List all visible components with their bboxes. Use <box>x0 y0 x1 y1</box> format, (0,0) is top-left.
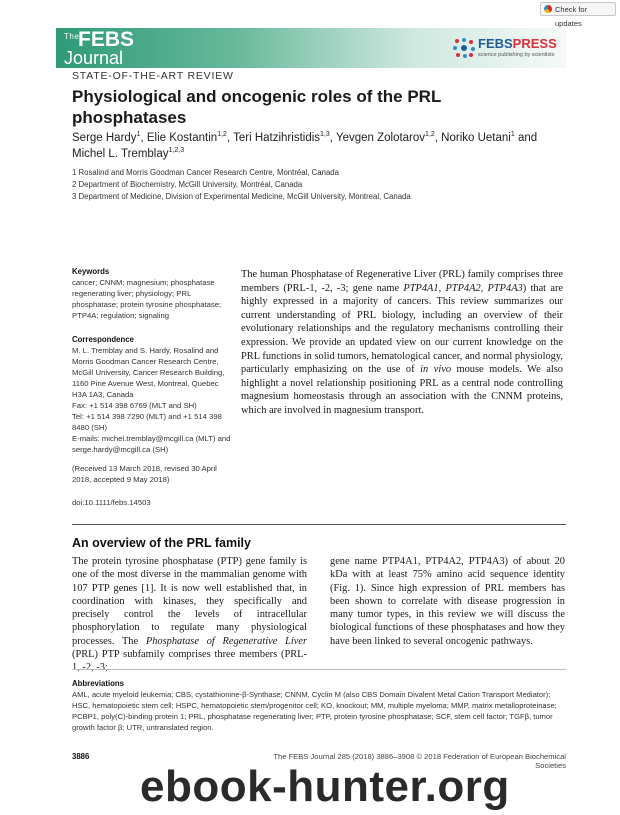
keywords-text: cancer; CNNM; magnesium; phosphatase regenerating liver; physiology; PRL phosphatase; protein tyrosine phosphatase; PTP4A; regulation; signaling <box>72 278 222 320</box>
body-column-left <box>72 555 307 675</box>
abstract-part: The human Phosphatase of Regenerative Liver (PRL) family comprises three members (PRL-1, -2, -3; gene name <box>241 269 563 294</box>
author-name: Serge Hardy <box>72 132 137 144</box>
author-name: Michel L. Tremblay <box>72 148 169 160</box>
body-text: The protein tyrosine phosphatase (PTP) gene family is one of the most diverse in the mammalian genome with 107 PTP genes [1]. It is now well established that, in coordination with kinases, they specifically and precisely control the levels of intracellular phosphorylation to regulate many physiological processes. The <box>72 556 307 647</box>
affiliation-3: 3 Department of Medicine, Division of Experimental Medicine, McGill University, Montreal, Canada <box>72 192 411 201</box>
correspondence-address: M. L. Tremblay and S. Hardy, Rosalind and Morris Goodman Cancer Research Centre, McGill University, Cancer Research Building, 1160 Pine Avenue West, Montreal, Quebec H3A 1A3, Canada <box>72 346 225 399</box>
affiliation-2: 2 Department of Biochemistry, McGill University, Montréal, Canada <box>72 180 303 189</box>
article-title: Physiological and oncogenic roles of the PRL phosphatases <box>72 87 442 127</box>
journal-citation: The FEBS Journal 285 (2018) 3886–3908 © 2018 Federation of European Biochemical Societies <box>273 752 566 770</box>
publisher-tagline: science publishing by scientists <box>478 52 555 58</box>
correspondence-block <box>72 334 232 455</box>
received-dates: (Received 13 March 2018, revised 30 April 2018, accepted 9 May 2018) <box>72 464 217 484</box>
check-for-updates-label: Check for updates <box>555 5 588 28</box>
author-affiliation-ref: 1,2 <box>425 131 435 139</box>
section-heading: An overview of the PRL family <box>72 536 251 550</box>
author-name: Elie Kostantin <box>146 132 218 144</box>
author-affiliation-ref: 1 <box>510 131 515 139</box>
body-column-right: gene name PTP4A1, PTP4A2, PTP4A3) of about 20 kDa with at least 75% amino acid sequence identity (Fig. 1). Since high expression of PRL members has been shown to correlate with disease progression in many tumor types, in this review we will discuss the biological functions of these phosphatases and how they have been linked to several oncogenic pathways. <box>330 556 565 647</box>
author-name: Yevgen Zolotarov <box>335 132 426 144</box>
correspondence-heading: Correspondence <box>72 335 134 344</box>
abstract-part: , <box>438 282 446 294</box>
body-text: (PRL) PTP subfamily comprises three members (PRL-1, -2, -3; <box>72 649 307 674</box>
author-list: Serge Hardy$^1$, Elie Kostantin$^{1,2}$, Teri Hatzihristidis$^{1,3}$, Yevgen Zolotarov$^{1,2}$, Noriko Uetani$^1$ and Michel L. Tremblay$^{1,2,3}$ <box>72 131 538 160</box>
publisher-name <box>478 37 557 51</box>
affiliation-1: 1 Rosalind and Morris Goodman Cancer Research Centre, Montréal, Canada <box>72 168 339 177</box>
author-affiliation-ref: 1,2,3 <box>168 147 185 155</box>
journal-logo-febs: FEBS <box>78 28 135 51</box>
keywords-block <box>72 266 232 321</box>
abbreviations-divider <box>72 669 566 670</box>
check-for-updates-button[interactable] <box>540 2 616 28</box>
author-affiliation-ref: 1,3 <box>320 131 330 139</box>
correspondence-emails: E-mails: michel.tremblay@mcgill.ca (MLT) and serge.hardy@mcgill.ca (SH) <box>72 434 231 454</box>
author-name: Noriko Uetani <box>441 132 511 144</box>
body-italic: Phosphatase of Regenerative Liver <box>145 635 307 647</box>
watermark: ebook-hunter.org <box>140 762 510 811</box>
gene-name: PTP4A3 <box>487 282 523 294</box>
crossmark-icon <box>544 5 552 13</box>
page-number: 3886 <box>72 752 90 761</box>
abstract-part: ) that are highly expressed in a majority of cancers. This review summarizes our current understanding of PRL biology, including an overview of their evolutionary relationships and the regulatory mechanisms controlling their expression. We provide an updated view on our current knowledge on the PRL functions in solid tumors, hematological cancer, and normal physiology, particularly emphasizing on the use of <box>241 282 564 376</box>
gene-name: PTP4A2 <box>445 282 481 294</box>
doi-link[interactable]: doi:10.1111/febs.14503 <box>72 498 151 507</box>
author-name: Teri Hatzihristidis <box>233 132 321 144</box>
keywords-heading: Keywords <box>72 267 110 276</box>
abstract <box>241 268 563 418</box>
abbreviations-heading: Abbreviations <box>72 679 124 688</box>
gene-name: PTP4A1 <box>403 282 439 294</box>
section-divider <box>72 524 566 525</box>
febs-press-logo-icon <box>452 37 476 59</box>
abstract-italic: in vivo <box>420 364 452 376</box>
author-affiliation-ref: 1 <box>136 131 141 139</box>
journal-logo-the: The <box>64 32 80 41</box>
author-affiliation-ref: 1,2 <box>217 131 227 139</box>
author-and: and <box>514 132 538 144</box>
publisher-press: PRESS <box>512 36 557 51</box>
abbreviations-text: AML, acute myeloid leukemia; CBS, cystathionine-β-Synthase; CNNM, Cyclin M (also CBS Domain Divalent Metal Cation Transport Mediator); HSC, hematopoietic stem cell; HSPC, hematopoietic stem/progenitor cell; KO, knockout; MM, multiple myeloma; MMP, matrix metalloproteinase; PCBP1, poly(C)-binding protein 1; PRL, phosphatase regenerating liver; PTP, protein tyrosine phosphatase; SCF, stem cell factor; TGFβ, tumor growth factor β; UTR, untranslated region. <box>72 690 557 732</box>
journal-logo-journal: Journal <box>64 48 124 68</box>
correspondence-tel: Tel: +1 514 398 7290 (MLT) and +1 514 398 8480 (SH) <box>72 412 222 432</box>
correspondence-fax: Fax: +1 514 398 6769 (MLT and SH) <box>72 401 197 410</box>
article-type-label: STATE-OF-THE-ART REVIEW <box>72 70 234 82</box>
abstract-part: , <box>480 282 488 294</box>
publisher-febs: FEBS <box>478 36 513 51</box>
abstract-part: mouse models. We also highlight a novel relationship positioning PRL as a central node controlling magnesium homeostasis through an association with the CNNM proteins, which are involved in magnesium transport. <box>241 364 563 416</box>
